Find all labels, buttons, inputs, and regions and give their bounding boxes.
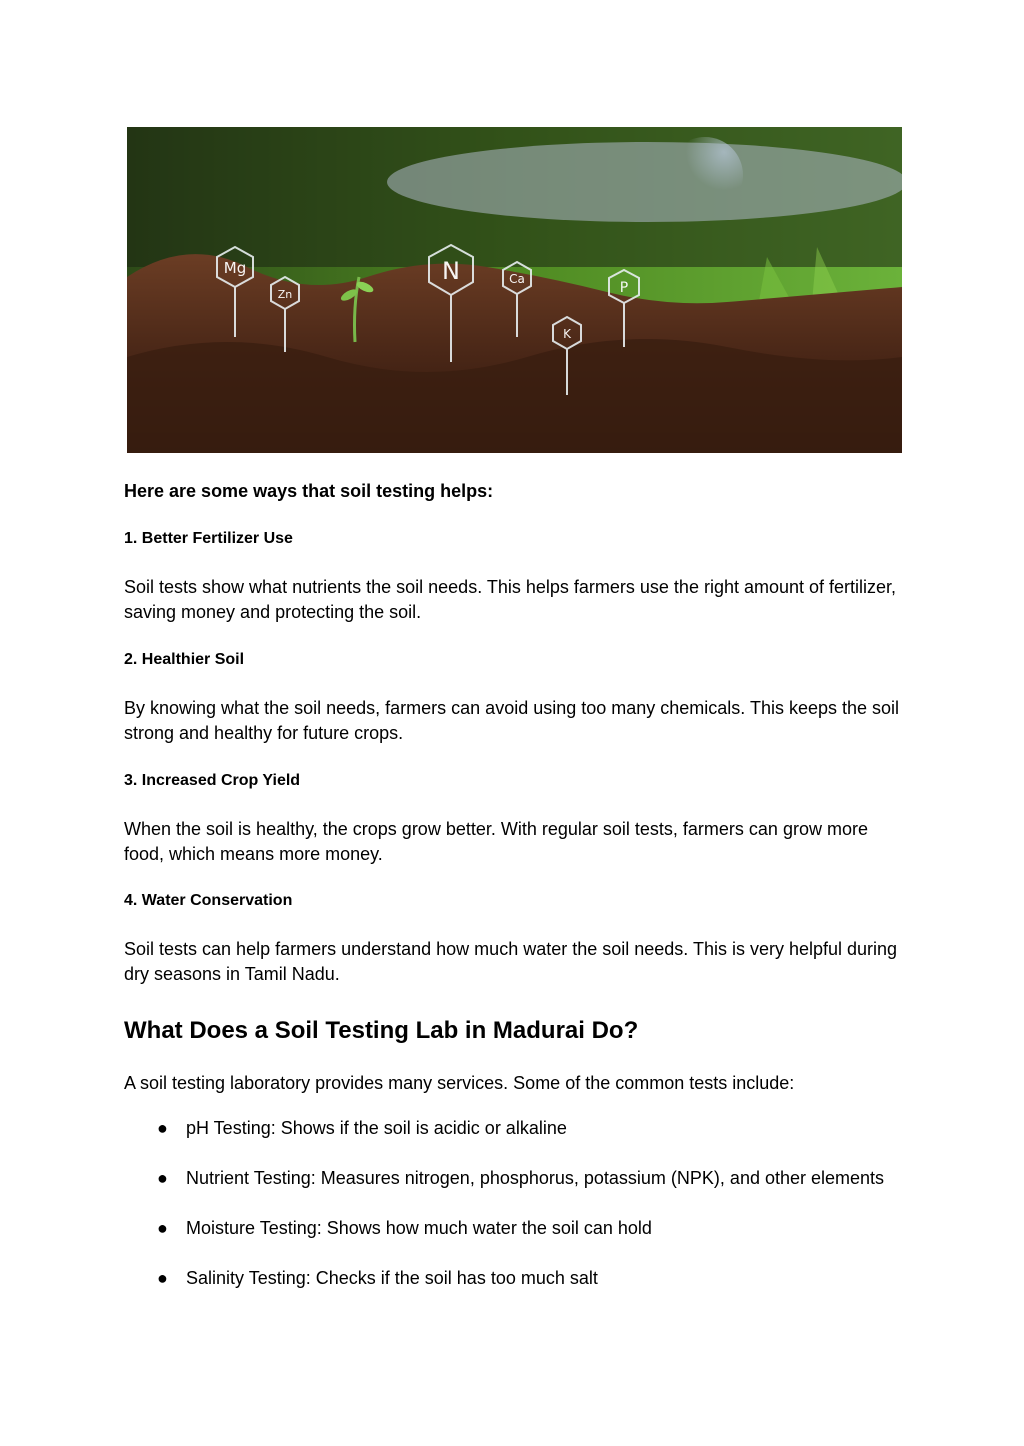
list-item-moisture-testing: Moisture Testing: Shows how much water the soil can hold [186,1218,652,1238]
benefit-heading-water: 4. Water Conservation [124,892,293,909]
benefit-heading-yield: 3. Increased Crop Yield [124,772,301,789]
nutrient-label-ca: Ca [509,272,525,286]
benefit-body-water: Soil tests can help farmers understand how much water the soil needs. This is very helpful during dry seasons in Tamil Nadu. [124,939,898,984]
benefit-body-fertilizer: Soil tests show what nutrients the soil needs. This helps farmers use the right amount of fertilizer, saving money and protecting the soil. [124,577,897,622]
nutrient-label-mg: Mg [223,259,247,277]
nutrient-label-p: P [619,280,629,296]
soil-photo-illustration [127,127,902,453]
bullet-icon: ● [157,1118,168,1138]
section-intro: A soil testing laboratory provides many services. Some of the common tests include: [124,1073,795,1093]
intro-heading: Here are some ways that soil testing helps: [124,481,494,501]
nutrient-label-k: K [563,327,571,341]
benefit-heading-soil: 2. Healthier Soil [124,651,245,668]
list-item-nutrient-testing: Nutrient Testing: Measures nitrogen, phosphorus, potassium (NPK), and other elements [186,1168,885,1188]
bullet-icon: ● [157,1218,168,1238]
list-item-salinity-testing: Salinity Testing: Checks if the soil has too much salt [186,1268,598,1288]
bullet-icon: ● [157,1268,168,1288]
nutrient-label-n: N [442,257,460,285]
soil-nutrients-image [127,127,902,453]
nutrient-label-zn: Zn [277,288,293,301]
bullet-icon: ● [157,1168,168,1188]
benefit-body-soil: By knowing what the soil needs, farmers can avoid using too many chemicals. This keeps the soil strong and healthy for future crops. [124,698,900,743]
benefit-body-yield: When the soil is healthy, the crops grow better. With regular soil tests, farmers can grow more food, which means more money. [124,819,868,864]
section-heading: What Does a Soil Testing Lab in Madurai Do? [124,1017,639,1044]
list-item-ph-testing: pH Testing: Shows if the soil is acidic or alkaline [186,1118,567,1138]
benefit-heading-fertilizer: 1. Better Fertilizer Use [124,530,293,547]
